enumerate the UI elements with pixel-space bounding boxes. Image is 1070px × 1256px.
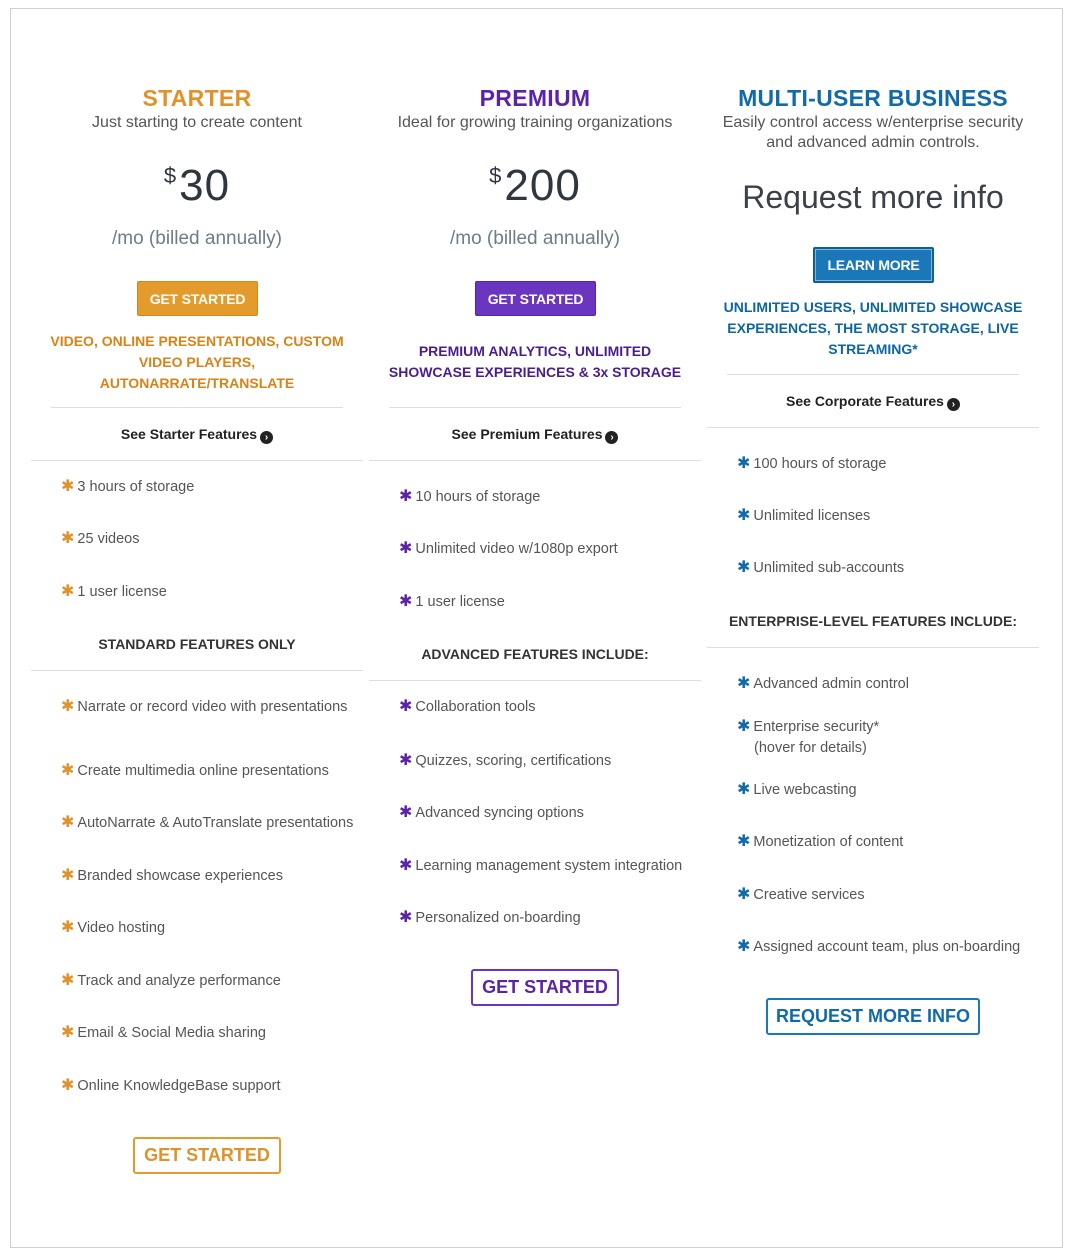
request-more-info-button[interactable]: REQUEST MORE INFO bbox=[766, 998, 980, 1035]
asterisk-icon: ✱ bbox=[399, 593, 413, 610]
feature-item-security[interactable]: ✱ Enterprise security* bbox=[737, 718, 880, 735]
feature-item: ✱ Personalized on-boarding bbox=[399, 909, 581, 926]
highlight-line: AUTONARRATE/TRANSLATE bbox=[99, 375, 295, 391]
see-features-link[interactable] bbox=[369, 426, 701, 444]
currency-symbol: $ bbox=[489, 163, 502, 188]
section-title: STANDARD FEATURES ONLY bbox=[98, 636, 296, 652]
feature-item: ✱ Email & Social Media sharing bbox=[61, 1024, 266, 1041]
asterisk-icon: ✱ bbox=[737, 781, 751, 798]
feature-item: ✱ Creative services bbox=[737, 886, 865, 903]
highlight-line: VIDEO PLAYERS, bbox=[138, 354, 256, 370]
divider bbox=[31, 460, 363, 461]
feature-item: ✱ 1 user license bbox=[399, 593, 505, 610]
divider bbox=[31, 670, 363, 671]
asterisk-icon: ✱ bbox=[61, 530, 75, 547]
asterisk-icon: ✱ bbox=[61, 867, 75, 884]
security-hover-note: (hover for details) bbox=[754, 740, 867, 756]
plan-tagline: Ideal for growing training organizations bbox=[397, 114, 673, 131]
asterisk-icon: ✱ bbox=[399, 698, 413, 715]
plan-tagline bbox=[707, 113, 1039, 153]
asterisk-icon: ✱ bbox=[399, 540, 413, 557]
highlight-line: UNLIMITED USERS, UNLIMITED SHOWCASE bbox=[723, 299, 1023, 315]
divider bbox=[389, 407, 681, 408]
feature-item: ✱ Unlimited licenses bbox=[737, 507, 871, 524]
feature-item: ✱ 100 hours of storage bbox=[737, 455, 887, 472]
feature-item: ✱ Create multimedia online presentations bbox=[61, 762, 329, 779]
feature-item: ✱ Collaboration tools bbox=[399, 698, 536, 715]
get-started-button[interactable]: GET STARTED bbox=[475, 281, 596, 316]
plan-price bbox=[369, 161, 701, 211]
feature-item: ✱ 10 hours of storage bbox=[399, 488, 541, 505]
feature-item: ✱ Assigned account team, plus on-boarding bbox=[737, 938, 1021, 955]
divider bbox=[51, 407, 343, 408]
divider bbox=[369, 460, 701, 461]
asterisk-icon: ✱ bbox=[61, 762, 75, 779]
plan-tagline: Just starting to create content bbox=[92, 114, 302, 131]
tagline-line: and advanced admin controls. bbox=[766, 134, 980, 151]
feature-item: ✱ Live webcasting bbox=[737, 781, 857, 798]
feature-item: ✱ AutoNarrate & AutoTranslate presentations bbox=[61, 814, 354, 831]
pricing-table bbox=[10, 8, 1063, 1248]
highlight-line: PREMIUM ANALYTICS, UNLIMITED bbox=[418, 343, 652, 359]
feature-item: ✱ Advanced admin control bbox=[737, 675, 909, 692]
divider bbox=[707, 647, 1039, 648]
feature-item: ✱ Quizzes, scoring, certifications bbox=[399, 752, 612, 769]
asterisk-icon: ✱ bbox=[399, 857, 413, 874]
asterisk-icon: ✱ bbox=[737, 938, 751, 955]
asterisk-icon: ✱ bbox=[61, 583, 75, 600]
tagline-line: Easily control access w/enterprise security bbox=[722, 114, 1024, 131]
divider bbox=[369, 680, 701, 681]
feature-item: ✱ Track and analyze performance bbox=[61, 972, 281, 989]
plan-highlights bbox=[31, 331, 363, 394]
get-started-button[interactable]: GET STARTED bbox=[137, 281, 258, 316]
divider bbox=[727, 374, 1019, 375]
plan-highlights bbox=[707, 297, 1039, 360]
asterisk-icon: ✱ bbox=[61, 698, 75, 715]
asterisk-icon: ✱ bbox=[737, 507, 751, 524]
billing-period: /mo (billed annually) bbox=[111, 228, 283, 249]
see-features-label: See Corporate Features bbox=[786, 393, 944, 409]
request-info-text: Request more info bbox=[742, 179, 1004, 215]
billing-period: /mo (billed annually) bbox=[449, 228, 621, 249]
see-features-link[interactable] bbox=[707, 393, 1039, 411]
plan-highlights bbox=[369, 341, 701, 383]
see-features-label: See Starter Features bbox=[120, 426, 258, 442]
highlight-line: EXPERIENCES, THE MOST STORAGE, LIVE bbox=[727, 320, 1019, 336]
feature-item: ✱ 1 user license bbox=[61, 583, 167, 600]
feature-item: ✱ Unlimited video w/1080p export bbox=[399, 540, 618, 557]
feature-item: ✱ Video hosting bbox=[61, 919, 166, 936]
feature-item: ✱ Unlimited sub-accounts bbox=[737, 559, 905, 576]
asterisk-icon: ✱ bbox=[61, 1024, 75, 1041]
highlight-line: VIDEO, ONLINE PRESENTATIONS, CUSTOM bbox=[50, 333, 344, 349]
asterisk-icon: ✱ bbox=[399, 909, 413, 926]
section-title: ENTERPRISE-LEVEL FEATURES INCLUDE: bbox=[728, 613, 1018, 629]
highlight-line: SHOWCASE EXPERIENCES & 3x STORAGE bbox=[388, 364, 682, 380]
asterisk-icon: ✱ bbox=[737, 675, 751, 692]
plan-title: MULTI-USER BUSINESS bbox=[738, 85, 1008, 111]
asterisk-icon: ✱ bbox=[61, 814, 75, 831]
highlight-line: STREAMING* bbox=[828, 341, 918, 357]
asterisk-icon: ✱ bbox=[399, 752, 413, 769]
asterisk-icon: ✱ bbox=[737, 455, 751, 472]
asterisk-icon: ✱ bbox=[737, 886, 751, 903]
asterisk-icon: ✱ bbox=[737, 559, 751, 576]
currency-symbol: $ bbox=[163, 163, 177, 188]
chevron-right-icon: › bbox=[260, 431, 273, 444]
chevron-right-icon: › bbox=[605, 431, 618, 444]
plan-title: STARTER bbox=[142, 85, 252, 111]
asterisk-icon: ✱ bbox=[61, 478, 75, 495]
get-started-bottom-button[interactable]: GET STARTED bbox=[133, 1137, 281, 1174]
feature-item: ✱ 25 videos bbox=[61, 530, 140, 547]
feature-item: ✱ Online KnowledgeBase support bbox=[61, 1077, 281, 1094]
feature-item: ✱ Advanced syncing options bbox=[399, 804, 584, 821]
learn-more-button[interactable]: LEARN MORE bbox=[813, 247, 934, 283]
asterisk-icon: ✱ bbox=[61, 919, 75, 936]
feature-item: ✱ Branded showcase experiences bbox=[61, 867, 283, 884]
plan-price bbox=[31, 161, 363, 211]
see-features-link[interactable] bbox=[31, 426, 363, 444]
see-features-label: See Premium Features bbox=[451, 426, 603, 442]
asterisk-icon: ✱ bbox=[61, 1077, 75, 1094]
chevron-right-icon: › bbox=[947, 398, 960, 411]
asterisk-icon: ✱ bbox=[737, 833, 751, 850]
asterisk-icon: ✱ bbox=[737, 718, 751, 735]
feature-item: ✱ Narrate or record video with presentations bbox=[61, 698, 348, 715]
asterisk-icon: ✱ bbox=[61, 972, 75, 989]
get-started-bottom-button[interactable]: GET STARTED bbox=[471, 969, 619, 1006]
asterisk-icon: ✱ bbox=[399, 804, 413, 821]
feature-item: ✱ Learning management system integration bbox=[399, 857, 683, 874]
divider bbox=[707, 427, 1039, 428]
section-title: ADVANCED FEATURES INCLUDE: bbox=[421, 646, 649, 662]
price-amount: 30 bbox=[179, 161, 231, 210]
price-amount: 200 bbox=[504, 161, 581, 210]
feature-item: ✱ 3 hours of storage bbox=[61, 478, 195, 495]
asterisk-icon: ✱ bbox=[399, 488, 413, 505]
feature-item: ✱ Monetization of content bbox=[737, 833, 904, 850]
plan-title: PREMIUM bbox=[479, 85, 591, 111]
